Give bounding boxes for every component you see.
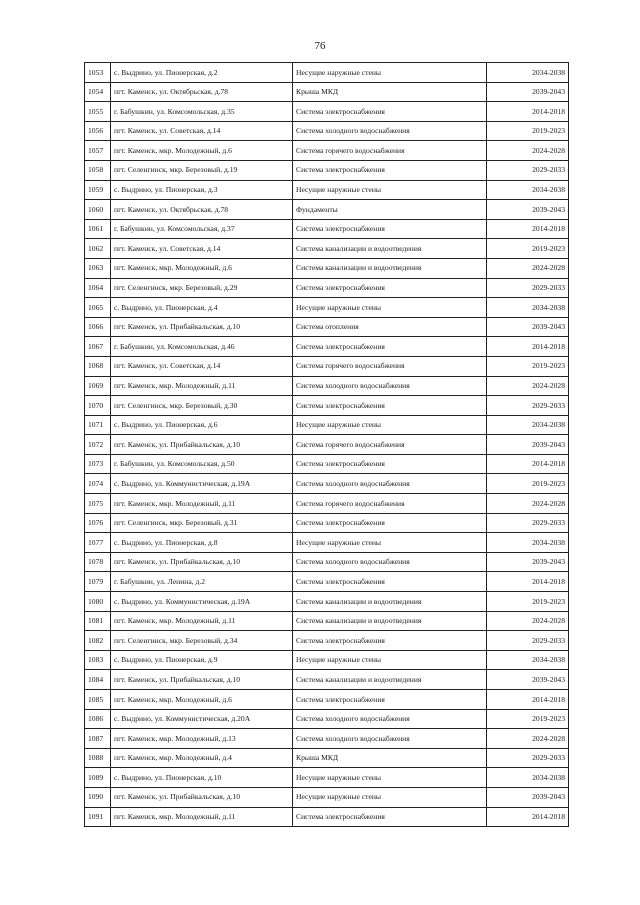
row-number-cell: 1068 [85,356,111,376]
address-cell: с. Выдрино, ул. Коммунистическая, д.20А [111,709,293,729]
address-cell: пгт. Каменск, ул. Прибайкальская, д.10 [111,787,293,807]
row-number-cell: 1059 [85,180,111,200]
table-row [85,494,569,514]
address-cell: с. Выдрино, ул. Пионерская, д.9 [111,650,293,670]
period-cell: 2039-2043 [487,82,569,102]
table-row [85,807,569,827]
system-cell: Система горячего водоснабжения [293,141,487,161]
row-number-cell: 1055 [85,102,111,122]
period-cell: 2039-2043 [487,552,569,572]
table-row [85,768,569,788]
system-cell: Фундаменты [293,200,487,220]
period-cell: 2034-2038 [487,650,569,670]
period-cell: 2029-2033 [487,396,569,416]
period-cell: 2039-2043 [487,435,569,455]
address-cell: с. Выдрино, ул. Коммунистическая, д.19А [111,474,293,494]
address-cell: пгт. Каменск, мкр. Молодежный, д.11 [111,494,293,514]
table-row [85,748,569,768]
row-number-cell: 1083 [85,650,111,670]
row-number-cell: 1074 [85,474,111,494]
period-cell: 2034-2038 [487,63,569,83]
period-cell: 2014-2018 [487,102,569,122]
table-row [85,278,569,298]
table-row [85,592,569,612]
table-row [85,337,569,357]
period-cell: 2014-2018 [487,807,569,827]
period-cell: 2014-2018 [487,219,569,239]
period-cell: 2024-2028 [487,141,569,161]
address-cell: г. Бабушкин, ул. Комсомольская, д.35 [111,102,293,122]
period-cell: 2034-2038 [487,533,569,553]
system-cell: Несущие наружные стены [293,63,487,83]
period-cell: 2029-2033 [487,160,569,180]
table-row [85,513,569,533]
row-number-cell: 1081 [85,611,111,631]
period-cell: 2024-2028 [487,611,569,631]
system-cell: Система электроснабжения [293,102,487,122]
address-cell: пгт. Каменск, ул. Советская, д.14 [111,121,293,141]
period-cell: 2029-2033 [487,748,569,768]
period-cell: 2014-2018 [487,572,569,592]
row-number-cell: 1079 [85,572,111,592]
address-cell: с. Выдрино, ул. Пионерская, д.3 [111,180,293,200]
address-cell: пгт. Каменск, ул. Прибайкальская, д.10 [111,317,293,337]
row-number-cell: 1077 [85,533,111,553]
period-cell: 2019-2023 [487,474,569,494]
address-cell: пгт. Каменск, ул. Советская, д.14 [111,356,293,376]
system-cell: Система электроснабжения [293,160,487,180]
table-row [85,239,569,259]
address-cell: с. Выдрино, ул. Коммунистическая, д.19А [111,592,293,612]
period-cell: 2034-2038 [487,768,569,788]
period-cell: 2019-2023 [487,592,569,612]
period-cell: 2039-2043 [487,787,569,807]
table-row [85,160,569,180]
system-cell: Система канализации и водоотведения [293,258,487,278]
period-cell: 2014-2018 [487,454,569,474]
system-cell: Несущие наружные стены [293,650,487,670]
address-cell: г. Бабушкин, ул. Ленина, д.2 [111,572,293,592]
period-cell: 2019-2023 [487,356,569,376]
address-cell: г. Бабушкин, ул. Комсомольская, д.37 [111,219,293,239]
row-number-cell: 1080 [85,592,111,612]
address-cell: пгт. Каменск, мкр. Молодежный, д.6 [111,258,293,278]
row-number-cell: 1057 [85,141,111,161]
table-row [85,670,569,690]
registry-table [84,62,569,827]
period-cell: 2019-2023 [487,709,569,729]
system-cell: Система холодного водоснабжения [293,121,487,141]
table-row [85,787,569,807]
table-row [85,258,569,278]
row-number-cell: 1091 [85,807,111,827]
system-cell: Несущие наружные стены [293,180,487,200]
table-row [85,121,569,141]
address-cell: г. Бабушкин, ул. Комсомольская, д.50 [111,454,293,474]
table-row [85,474,569,494]
system-cell: Система холодного водоснабжения [293,729,487,749]
system-cell: Система канализации и водоотведения [293,239,487,259]
table-row [85,298,569,318]
period-cell: 2014-2018 [487,690,569,710]
period-cell: 2039-2043 [487,200,569,220]
table-row [85,415,569,435]
address-cell: пгт. Каменск, ул. Советская, д.14 [111,239,293,259]
period-cell: 2034-2038 [487,298,569,318]
period-cell: 2024-2028 [487,494,569,514]
row-number-cell: 1072 [85,435,111,455]
system-cell: Крыша МКД [293,748,487,768]
period-cell: 2034-2038 [487,415,569,435]
address-cell: пгт. Каменск, мкр. Молодежный, д.11 [111,807,293,827]
period-cell: 2024-2028 [487,729,569,749]
row-number-cell: 1076 [85,513,111,533]
period-cell: 2034-2038 [487,180,569,200]
table-row [85,317,569,337]
address-cell: с. Выдрино, ул. Пионерская, д.2 [111,63,293,83]
row-number-cell: 1087 [85,729,111,749]
system-cell: Система холодного водоснабжения [293,474,487,494]
period-cell: 2039-2043 [487,317,569,337]
registry-table-body [85,63,569,827]
row-number-cell: 1088 [85,748,111,768]
row-number-cell: 1089 [85,768,111,788]
system-cell: Система канализации и водоотведения [293,611,487,631]
system-cell: Несущие наружные стены [293,533,487,553]
system-cell: Система холодного водоснабжения [293,376,487,396]
period-cell: 2029-2033 [487,631,569,651]
period-cell: 2039-2043 [487,670,569,690]
table-row [85,435,569,455]
system-cell: Система горячего водоснабжения [293,356,487,376]
row-number-cell: 1070 [85,396,111,416]
system-cell: Система горячего водоснабжения [293,494,487,514]
system-cell: Система канализации и водоотведения [293,592,487,612]
row-number-cell: 1054 [85,82,111,102]
table-row [85,180,569,200]
row-number-cell: 1086 [85,709,111,729]
row-number-cell: 1071 [85,415,111,435]
system-cell: Система электроснабжения [293,572,487,592]
period-cell: 2029-2033 [487,513,569,533]
system-cell: Несущие наружные стены [293,415,487,435]
system-cell: Несущие наружные стены [293,768,487,788]
row-number-cell: 1078 [85,552,111,572]
address-cell: пгт. Каменск, ул. Прибайкальская, д.10 [111,552,293,572]
address-cell: пгт. Селенгинск, мкр. Березовый, д.19 [111,160,293,180]
system-cell: Система электроснабжения [293,396,487,416]
row-number-cell: 1064 [85,278,111,298]
address-cell: пгт. Селенгинск, мкр. Березовый, д.31 [111,513,293,533]
table-row [85,631,569,651]
row-number-cell: 1053 [85,63,111,83]
system-cell: Система электроснабжения [293,631,487,651]
period-cell: 2024-2028 [487,376,569,396]
row-number-cell: 1085 [85,690,111,710]
address-cell: пгт. Каменск, мкр. Молодежный, д.11 [111,611,293,631]
table-row [85,611,569,631]
table-row [85,63,569,83]
system-cell: Несущие наружные стены [293,787,487,807]
row-number-cell: 1058 [85,160,111,180]
row-number-cell: 1082 [85,631,111,651]
address-cell: пгт. Каменск, мкр. Молодежный, д.4 [111,748,293,768]
table-row [85,454,569,474]
table-row [85,729,569,749]
address-cell: пгт. Каменск, ул. Прибайкальская, д.10 [111,670,293,690]
row-number-cell: 1084 [85,670,111,690]
system-cell: Система электроснабжения [293,454,487,474]
system-cell: Система электроснабжения [293,690,487,710]
address-cell: с. Выдрино, ул. Пионерская, д.4 [111,298,293,318]
system-cell: Система электроснабжения [293,513,487,533]
system-cell: Система горячего водоснабжения [293,435,487,455]
address-cell: пгт. Каменск, ул. Октябрьская, д.78 [111,82,293,102]
address-cell: г. Бабушкин, ул. Комсомольская, д.46 [111,337,293,357]
address-cell: пгт. Селенгинск, мкр. Березовый, д.29 [111,278,293,298]
system-cell: Крыша МКД [293,82,487,102]
row-number-cell: 1090 [85,787,111,807]
system-cell: Несущие наружные стены [293,298,487,318]
row-number-cell: 1065 [85,298,111,318]
row-number-cell: 1056 [85,121,111,141]
table-row [85,102,569,122]
period-cell: 2014-2018 [487,337,569,357]
system-cell: Система канализации и водоотведения [293,670,487,690]
system-cell: Система электроснабжения [293,807,487,827]
table-row [85,396,569,416]
table-row [85,572,569,592]
table-row [85,82,569,102]
row-number-cell: 1066 [85,317,111,337]
system-cell: Система отопления [293,317,487,337]
row-number-cell: 1069 [85,376,111,396]
period-cell: 2024-2028 [487,258,569,278]
row-number-cell: 1073 [85,454,111,474]
table-row [85,690,569,710]
system-cell: Система электроснабжения [293,337,487,357]
table-row [85,219,569,239]
address-cell: пгт. Каменск, ул. Прибайкальская, д.10 [111,435,293,455]
row-number-cell: 1060 [85,200,111,220]
table-row [85,709,569,729]
address-cell: пгт. Каменск, мкр. Молодежный, д.11 [111,376,293,396]
address-cell: пгт. Селенгинск, мкр. Березовый, д.30 [111,396,293,416]
system-cell: Система холодного водоснабжения [293,709,487,729]
system-cell: Система холодного водоснабжения [293,552,487,572]
row-number-cell: 1061 [85,219,111,239]
address-cell: с. Выдрино, ул. Пионерская, д.8 [111,533,293,553]
address-cell: с. Выдрино, ул. Пионерская, д.6 [111,415,293,435]
table-row [85,141,569,161]
period-cell: 2029-2033 [487,278,569,298]
row-number-cell: 1075 [85,494,111,514]
table-row [85,552,569,572]
system-cell: Система электроснабжения [293,278,487,298]
address-cell: пгт. Каменск, мкр. Молодежный, д.13 [111,729,293,749]
table-row [85,376,569,396]
row-number-cell: 1063 [85,258,111,278]
system-cell: Система электроснабжения [293,219,487,239]
period-cell: 2019-2023 [487,239,569,259]
table-row [85,650,569,670]
period-cell: 2019-2023 [487,121,569,141]
address-cell: с. Выдрино, ул. Пионерская, д.10 [111,768,293,788]
address-cell: пгт. Каменск, мкр. Молодежный, д.6 [111,141,293,161]
row-number-cell: 1067 [85,337,111,357]
address-cell: пгт. Каменск, ул. Октябрьская, д.78 [111,200,293,220]
row-number-cell: 1062 [85,239,111,259]
address-cell: пгт. Каменск, мкр. Молодежный, д.6 [111,690,293,710]
table-row [85,356,569,376]
page-number: 76 [314,40,326,52]
table-row [85,200,569,220]
table-row [85,533,569,553]
address-cell: пгт. Селенгинск, мкр. Березовый, д.34 [111,631,293,651]
